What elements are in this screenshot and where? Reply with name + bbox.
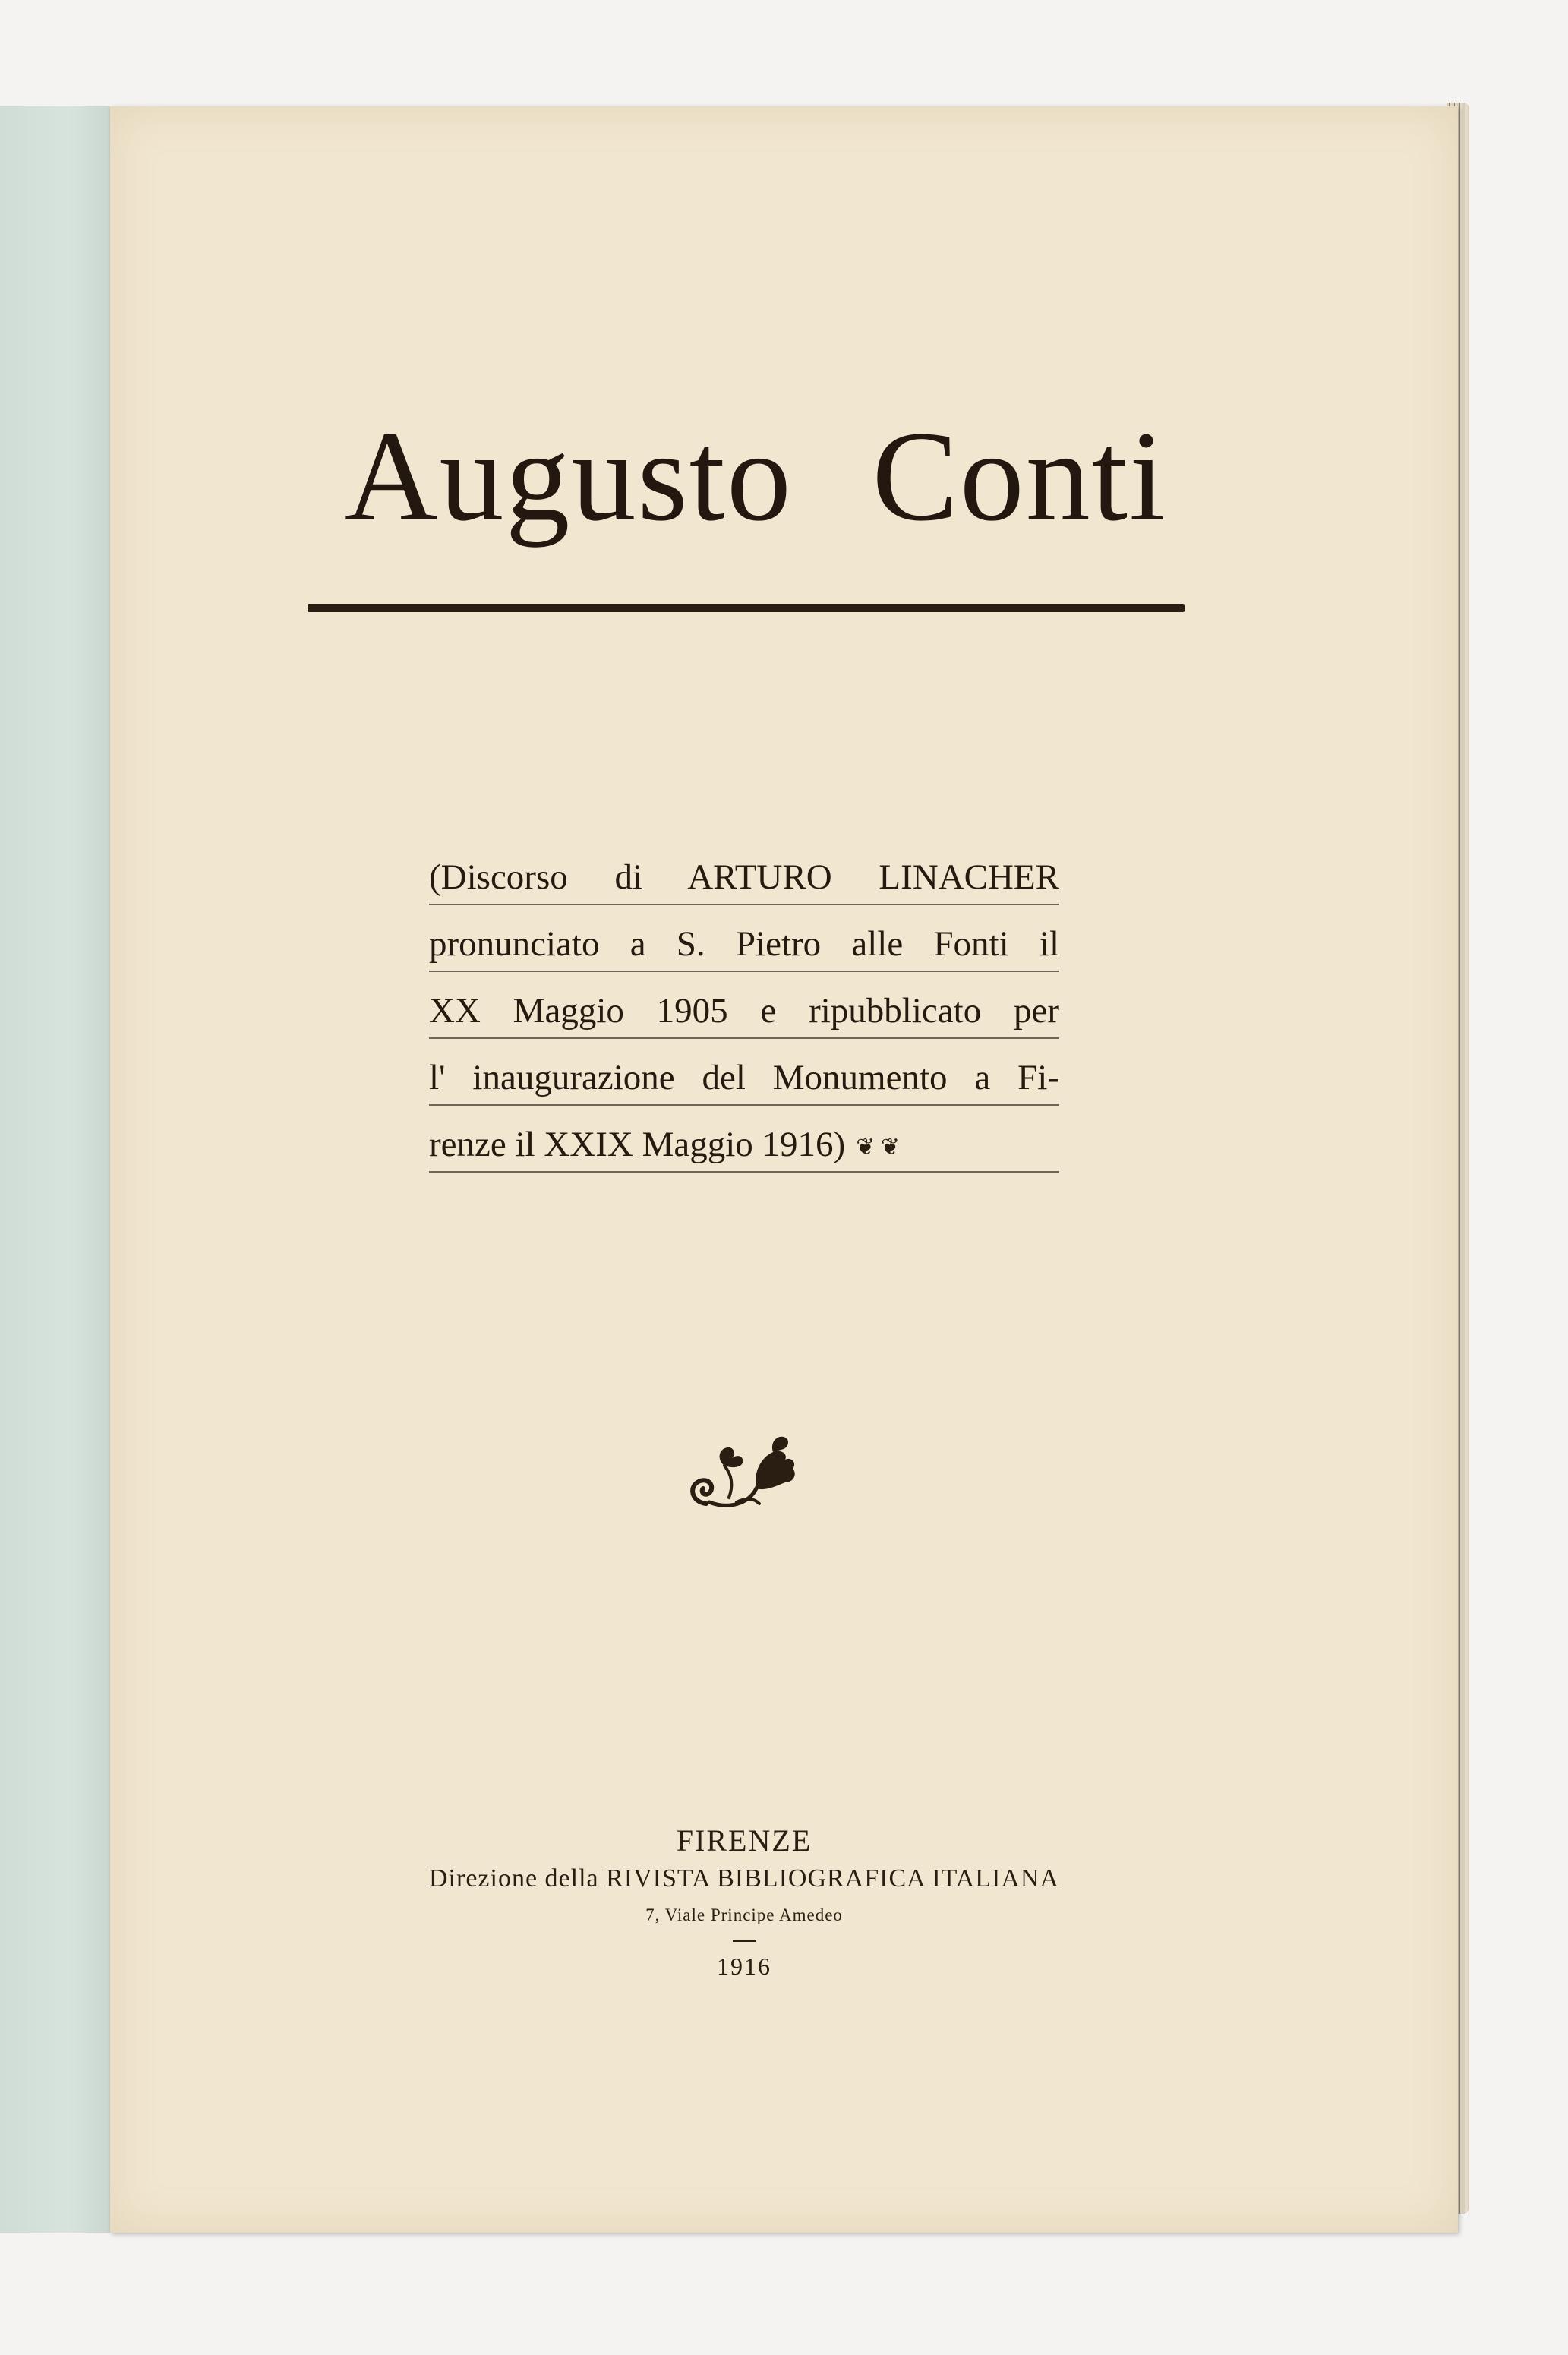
discourse-line-last: renze il XXIX Maggio 1916) ❦ ❦: [429, 1106, 1059, 1173]
imprint-address: 7, Viale Principe Amedeo: [645, 1905, 843, 1924]
discourse-line: XX Maggio 1905 e ripubblicato per: [429, 972, 1059, 1039]
imprint-city: FIRENZE: [676, 1823, 812, 1858]
discourse-block: [429, 851, 1059, 1173]
discourse-line: l' inaugurazione del Monumento a Fi-: [429, 1039, 1059, 1106]
document-title: Augusto Conti: [344, 405, 1167, 548]
fleuron-icon: ❦ ❦: [856, 1135, 900, 1160]
cover-edge: [0, 106, 114, 2233]
imprint-year: 1916: [717, 1953, 771, 1980]
discourse-line: pronunciato a S. Pietro alle Fonti il: [429, 905, 1059, 972]
title-rule: [308, 604, 1185, 612]
imprint: [361, 1823, 1128, 1981]
title-page: [110, 106, 1458, 2233]
divider: [733, 1940, 756, 1942]
imprint-publisher: Direzione della RIVISTA BIBLIOGRAFICA ITALIANA: [429, 1864, 1059, 1893]
floral-vine-ornament-icon: [683, 1413, 805, 1519]
discourse-line: (Discorso di ARTURO LINACHER: [429, 851, 1059, 905]
